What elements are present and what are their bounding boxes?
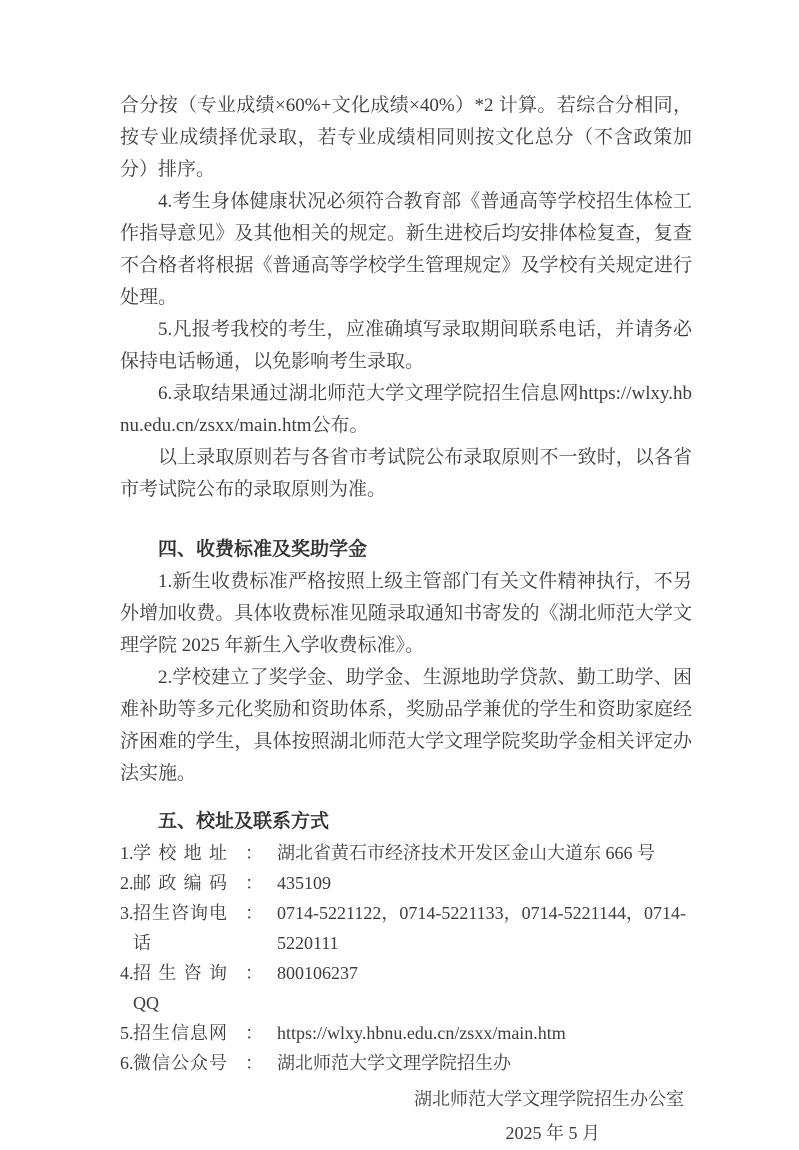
contact-number: 2.	[120, 873, 134, 893]
contact-row-wechat	[120, 1048, 692, 1078]
contact-label: 招生信息网	[133, 1023, 227, 1043]
body-paragraph: 以上录取原则若与各省市考试院公布录取原则不一致时，以各省市考试院公布的录取原则为准。	[120, 447, 692, 500]
contact-value-phone: 0714-5221122，0714-5221133，0714-5221144，0714-5220111	[277, 903, 686, 953]
contact-colon: ：	[245, 963, 263, 983]
signature-block	[120, 1082, 692, 1150]
contact-value-postcode: 435109	[277, 873, 331, 893]
contact-label: 招生咨询 QQ	[133, 963, 227, 1013]
contact-row-qq	[120, 958, 692, 1018]
contact-value-address: 湖北省黄石市经济技术开发区金山大道东 666 号	[277, 843, 655, 863]
contact-row-website	[120, 1018, 692, 1048]
section-heading-contact: 五、校址及联系方式	[158, 811, 330, 832]
contact-label: 微信公众号	[133, 1053, 227, 1073]
contact-colon: ：	[245, 873, 263, 893]
contact-number: 5.	[120, 1023, 134, 1043]
contact-value-qq: 800106237	[277, 963, 358, 983]
contact-number: 4.	[120, 963, 134, 983]
contact-value-website: https://wlxy.hbnu.edu.cn/zsxx/main.htm	[277, 1023, 566, 1043]
body-paragraph: 2.学校建立了奖学金、助学金、生源地助学贷款、勤工助学、困难补助等多元化奖励和资助体系，奖励品学兼优的学生和资助家庭经济困难的学生，具体按照湖北师范大学文理学院奖助学金相关评定办法实施。	[120, 667, 692, 784]
contact-row-address	[120, 838, 692, 868]
signature-org: 湖北师范大学文理学院招生办公室	[414, 1089, 684, 1109]
contact-number: 6.	[120, 1053, 134, 1073]
contact-label: 招生咨询电话	[133, 903, 227, 953]
document-page	[120, 0, 692, 1150]
contact-list	[120, 838, 692, 1078]
contact-number: 3.	[120, 903, 134, 923]
body-paragraph: 5.凡报考我校的考生，应准确填写录取期间联系电话，并请务必保持电话畅通，以免影响考生录取。	[120, 319, 692, 372]
contact-row-phone	[120, 898, 692, 958]
body-paragraph: 合分按（专业成绩×60%+文化成绩×40%）*2 计算。若综合分相同，按专业成绩择优录取，若专业成绩相同则按文化总分（不含政策加分）排序。	[120, 95, 692, 180]
contact-value-wechat: 湖北师范大学文理学院招生办	[277, 1053, 511, 1073]
body-paragraph: 4.考生身体健康状况必须符合教育部《普通高等学校招生体检工作指导意见》及其他相关的规定。新生进校后均安排体检复查，复查不合格者将根据《普通高等学校学生管理规定》及学校有关规定进行处理。	[120, 191, 692, 308]
contact-label: 学校地址	[133, 843, 227, 863]
section-heading-fees: 四、收费标准及奖助学金	[158, 539, 368, 560]
signature-date: 2025 年 5 月	[505, 1123, 600, 1143]
contact-colon: ：	[245, 1023, 263, 1043]
contact-colon: ：	[245, 903, 263, 923]
contact-number: 1.	[120, 843, 134, 863]
contact-colon: ：	[245, 1053, 263, 1073]
contact-label: 邮政编码	[133, 873, 227, 893]
body-paragraph: 1.新生收费标准严格按照上级主管部门有关文件精神执行，不另外增加收费。具体收费标准见随录取通知书寄发的《湖北师范大学文理学院 2025 年新生入学收费标准》。	[120, 571, 692, 656]
contact-colon: ：	[245, 843, 263, 863]
body-paragraph-admission-result-url: 6.录取结果通过湖北师范大学文理学院招生信息网https://wlxy.hbnu.edu.cn/zsxx/main.htm公布。	[120, 383, 692, 436]
contact-row-postcode	[120, 868, 692, 898]
